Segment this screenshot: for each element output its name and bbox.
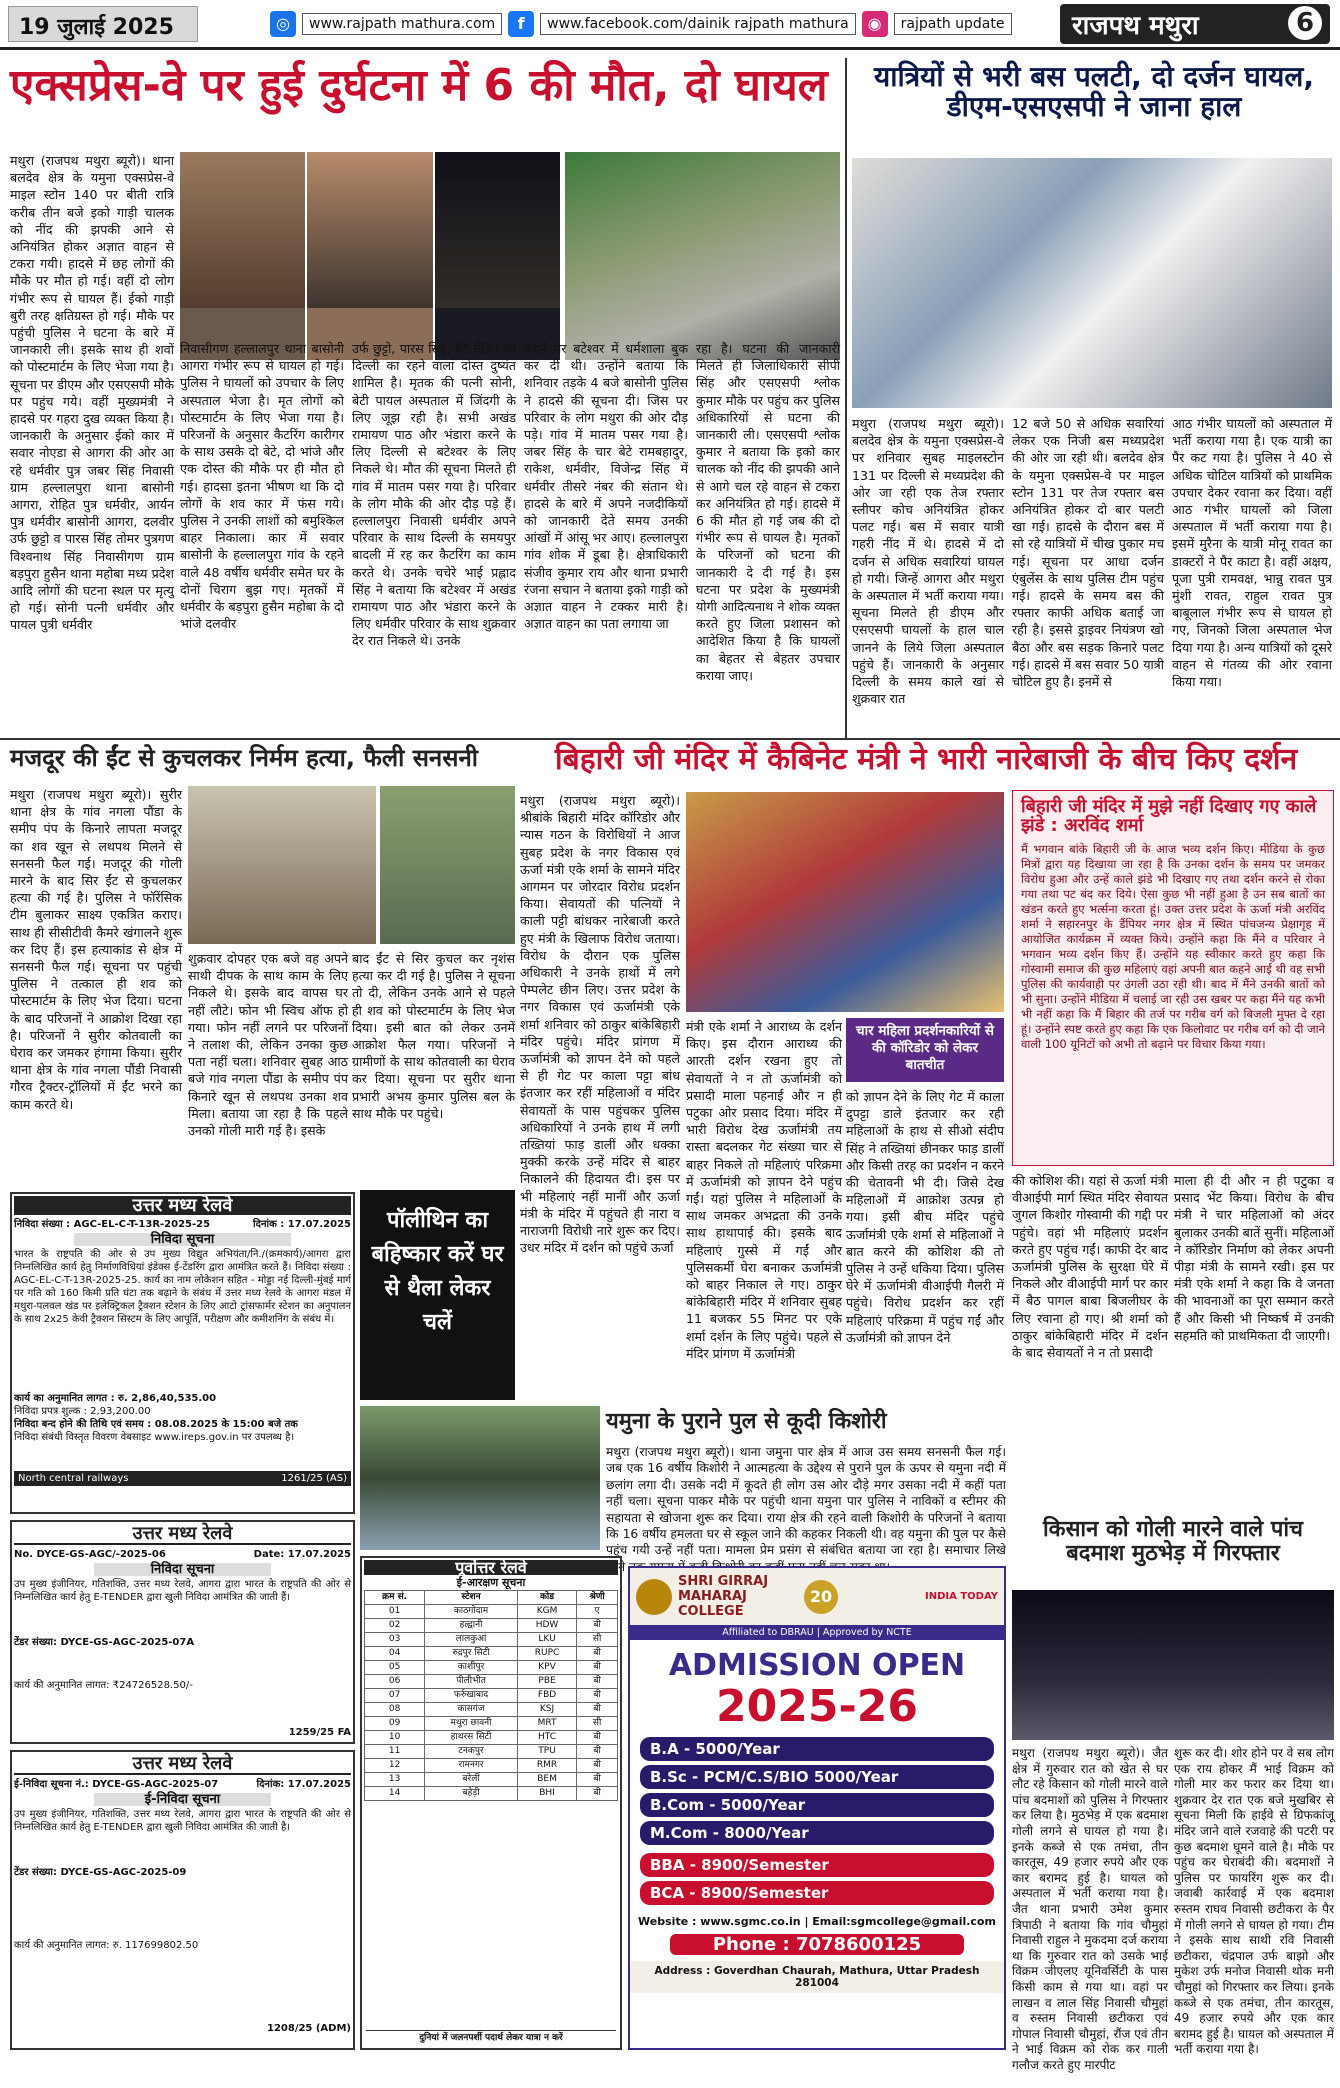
story1-officials-photo bbox=[565, 152, 840, 360]
table-row bbox=[365, 1689, 618, 1703]
station-table bbox=[364, 1590, 618, 1801]
story2-col1: मथुरा (राजपथ मथुरा ब्यूरो)। बलदेव क्षेत्र के यमुना एक्सप्रेस-वे पर शनिवार सुबह माइलस्टोन 131 पर दिल्ली से मध्यप्रदेश की ओर जा रही एक तेज रफ्तार स्लीपर कोच अनियंत्रित होकर पलट गई। बस में सवार यात्री गहरी नींद में थे। हादसे में दो दर्जन से अधिक सवारियां घायल हो गयी। जिन्हें आगरा और मथुरा के अस्पताल में भर्ती कराया गया। सूचना मिलते ही डीएम और एसएसपी घायलों के हाल चाल जानने के लिये जिला अस्पताल पहुंचे हैं। जानकारी के अनुसार दिल्ली के समय काले खां से शुक्रवार रात bbox=[852, 416, 1004, 707]
story4-col3: को ज्ञापन देने के लिए गेट में काला दुपट्टा डाले इंतजार कर रही महिलाओं के हाथ से सीओ संदीप सिंह ने तख्तियां छीनकर फाड़ डालीं और किसी तरह का प्रदर्शन न करने की चेतावनी भी दी। जिसे देख महिलाओं में आक्रोश उत्पन्न हो गया। इसी बीच मंदिर पहुंचे ऊर्जामंत्री एके शर्मा से महिलाओं ने बात करने की कोशिश की तो पुलिस ने उन्हें धकिया दिया। पुलिस घेरे में ऊर्जामंत्री वीआईपी गैलरी में पहुंचे। विरोध प्रदर्शन कर रहीं महिलाएं परिक्रमा में पहुंच गईं और ऊर्जामंत्री को ज्ञापन देने bbox=[846, 1089, 1004, 1345]
college-name: SHRI GIRRAJ MAHARAJ COLLEGE bbox=[678, 1574, 769, 1619]
rail3-cost: कार्य की अनुमानित लागत: रु. 117699802.50 bbox=[14, 1940, 199, 1951]
rail1-closing: निविदा बन्द होने की तिथि एवं समय : 08.08.2025 के 15:00 बजे तक bbox=[14, 1419, 298, 1430]
story7-col1: मथुरा (राजपथ मथुरा ब्यूरो)। जैत क्षेत्र में गुरुवार रात को खेत से घर लौट रहे किसान को गोली मारने वाले पांच बदमाशों को पुलिस ने गिरफ्तार कर लिया है। मुठभेड़ में एक बदमाश गोली लगने से घायल हो गया है। इनके कब्जे से एक तमंचा, तीन कारतूस, 49 हजार रुपये और एक कार बरामद हुई है। घायल को अस्पताल में भर्ती कराया गया है। जैत थाना प्रभारी उमेश कुमार त्रिपाठी ने बताया कि गांव चौमुहां निवासी राहुल ने मुकदमा दर्ज कराया था कि गुरुवार रात को उसके भाई विक्रम जीएलए यूनिवर्सिटी के पास किसी काम से गया था। वहां पर लाखन व लाल सिंह निवासी चौमुहां व रुस्तम निवासी छटीकरा एवं गोपाल निवासी चौमुहां, रौंज एवं तीन ने भाई विक्रम को रोक कर गाली गलौज करते हुए मारपीट bbox=[1012, 1746, 1168, 2072]
table-cell: सी bbox=[577, 1633, 618, 1647]
table-cell: हाथरस सिटी bbox=[425, 1731, 518, 1745]
admission-year: 2025-26 bbox=[716, 1681, 918, 1732]
table-cell: 06 bbox=[365, 1675, 425, 1689]
table-cell: बी bbox=[577, 1689, 618, 1703]
table-cell: RMR bbox=[517, 1759, 576, 1773]
issue-date: 19 जुलाई 2025 bbox=[8, 6, 198, 42]
rail3-tender: टेंडर संख्या: DYCE-GS-AGC-2025-09 bbox=[14, 1867, 187, 1878]
story5-col2: की कोशिश की। यहां से ऊर्जा मंत्री वीआईपी मार्ग स्थित मंदिर सेवायत जुगल किशोर गोस्वामी की गद्दी पर पहुंचे। वहां भी महिलाएं प्रदर्शन करते हुए पहुंच गईं। काफी देर बाद ऊर्जामंत्री पुलिस के सुरक्षा घेरे में निकले और वीआईपी मार्ग पर कार में बैठ पागल बाबा बिजलीघर के लिए रवाना हो गए। श्री शर्मा को ठाकुर बांकेबिहारी मंदिर में दर्शन के बाद सेवायतों ने न तो प्रसादी bbox=[1012, 1173, 1168, 1361]
table-cell: टनकपुर bbox=[425, 1745, 518, 1759]
rail3-date: दिनांक: 17.07.2025 bbox=[256, 1779, 351, 1790]
table-cell: HDW bbox=[517, 1619, 576, 1633]
story6-text: मथुरा (राजपथ मथुरा ब्यूरो)। थाना जमुना पार क्षेत्र में आज उस समय सनसनी फैल गई। जब एक 16 वर्षीय किशोरी ने आत्महत्या के उद्देश्य से पुराने पुल के ऊपर से यमुना नदी में छलांग लगा दी। उसके नदी में कूदते ही लोग उस ओर दौड़े मगर उसका नदी में कहीं पता नहीं चला। सूचना पाकर मौके पर पहुंची थाना यमुना पार पुलिस ने नाविकों व स्टीमर की सहायता से खोजना शुरू कर दिया। राया क्षेत्र की रहने वाली किशोरी के परिजनों ने बताया कि 16 वर्षीय हमलता घर से स्कूल जाने की कहकर निकली थी। वह यमुना की पुल पर कैसे पहुंच गयी उन्हें नहीं पता। मामला प्रेम प्रसंग से संबंधित बताया जा रहा है। समाचार लिखे bbox=[606, 1445, 1006, 1558]
table-row bbox=[365, 1759, 618, 1773]
brand-name: राजपथ मथुरा bbox=[1072, 11, 1199, 41]
table-cell: बी bbox=[577, 1647, 618, 1661]
story5-headline: बिहारी जी मंदिर में मुझे नहीं दिखाए गए काले झंडे : अरविंद शर्मा bbox=[1021, 796, 1317, 837]
purvottar-title: पूर्वोत्तर रेलवे bbox=[364, 1560, 618, 1575]
college-ad bbox=[628, 1566, 1006, 2050]
rail3-code: 1208/25 (ADM) bbox=[266, 2023, 351, 2034]
story4-headline: बिहारी जी मंदिर में कैबिनेट मंत्री ने भारी नारेबाजी के बीच किए दर्शन bbox=[554, 742, 1298, 777]
rail2-ref: No. DYCE-GS-AGC/-2025-06 bbox=[14, 1549, 166, 1560]
table-cell: बी bbox=[577, 1745, 618, 1759]
purvottar-footer: दुनियां में जलनपर्शी पदार्थ लेकर यात्रा न करें bbox=[366, 2030, 616, 2044]
table-row bbox=[365, 1675, 618, 1689]
course-list bbox=[640, 1737, 994, 1905]
media-badge: INDIA TODAY bbox=[925, 1591, 998, 1602]
table-cell: बी bbox=[577, 1731, 618, 1745]
story1-col1: मथुरा (राजपथ मथुरा ब्यूरो)। थाना बलदेव क्षेत्र के यमुना एक्सप्रेस-वे माइल स्टोन 140 पर बीती रात्रि करीब तीन बजे इको गाड़ी चालक को नींद की झपकी आने से अनियंत्रित होकर अज्ञात वाहन से टकरा गयी। हादसे में छह लोगों की मौके पर मौत हो गई। वहीं दो लोग गंभीर रूप से घायल हैं। ईको गाड़ी बुरी तरह क्षतिग्रस्त हो गई। मौके पर पहुंची पुलिस ने घटना के बारे में जानकारी ली। इसके साथ ही शवों को पोस्टमार्टम के लिए भेजा गया है। सूचना पर डीएम और एसएसपी मौके पर पहुंच गये। वहीं मुख्यमंत्री ने हादसे पर गहरा दुख व्यक्त किया है। जानकारी के अनुसार ईको कार में सवार नोएडा से आगरा की ओर आ रहे धर्मवीर पुत्र जबर सिंह निवासी ग्राम हल्लालपुरा थाना बासोनी आगरा, रोहित पुत्र धर्मवीर, आर्यन पुत्र धर्मवीर बासोनी आगरा, दलवीर उर्फ छुट्टो व पारस सिंह तोमर पुत्रगण विश्वनाथ सिंह निवासीगण ग्राम बड़पुरा हुसैन थाना महोबा मध्य प्रदेश आदि लोगों की घटना स्थल पर मृत्यु हो गई। सोनी पत्नी धर्मवीर और पायल पुत्री धर्मवीर bbox=[10, 153, 174, 633]
table-cell: 02 bbox=[365, 1619, 425, 1633]
rail-ad-3 bbox=[10, 1750, 355, 2050]
course-item: B.A - 5000/Year bbox=[640, 1737, 994, 1761]
facebook-link[interactable]: www.facebook.com/dainik rajpath mathura bbox=[540, 13, 856, 35]
globe-icon: ◎ bbox=[270, 11, 296, 37]
story1-victim-photos bbox=[180, 152, 560, 328]
table-cell: बी bbox=[577, 1661, 618, 1675]
story3-col1: मथुरा (राजपथ मथुरा ब्यूरो)। सुरीर थाना क्षेत्र के गांव नगला पौंडा के समीप पंप के किनारे लापता मजदूर का शव खून से लथपथ मिलने से सनसनी फैल गई। मजदूर की गोली मारने के बाद सिर ईंट से कुचलकर हत्या की गई है। पुलिस ने फॉरेंसिक टीम बुलाकर साक्ष्य एकत्रित कराए। साथ ही सीसीटीवी कैमरे खंगालने शुरू कर दिए हैं। इस हत्याकांड से क्षेत्र में सनसनी फैल गई। सूचना पर पहुंची पुलिस ने तत्काल ही शव को पोस्टमार्टम के लिए भेज दिया। घटना के बाद परिजनों ने आक्रोश दिखा रहा है। परिजनों ने सुरीर कोतवाली का घेराव कर जमकर हंगामा किया। सुरीर थाना क्षेत्र के गांव नगला पौंडी निवासी गौरव ट्रैक्टर-ट्रॉलियों में ईंट भरने का काम करते थे। bbox=[10, 787, 182, 1112]
admission-heading: ADMISSION OPEN bbox=[668, 1648, 966, 1683]
table-cell: 12 bbox=[365, 1759, 425, 1773]
col-header: स्टेशन bbox=[425, 1591, 518, 1605]
college-affil: Affiliated to DBRAU | Approved by NCTE bbox=[630, 1625, 1004, 1640]
page-number: 6 bbox=[1288, 6, 1322, 40]
table-cell: बी bbox=[577, 1703, 618, 1717]
table-cell: 11 bbox=[365, 1745, 425, 1759]
rail1-deposit: निविदा प्रपत्र शुल्क : 2,93,200.00 bbox=[14, 1406, 151, 1417]
instagram-link[interactable]: rajpath update bbox=[894, 13, 1012, 35]
rail1-code: 1261/25 (AS) bbox=[281, 1473, 347, 1484]
masthead bbox=[0, 0, 1340, 50]
story2-hospital-photo bbox=[852, 158, 1332, 408]
story5-box bbox=[1012, 790, 1334, 1166]
table-cell: FBD bbox=[517, 1689, 576, 1703]
story3-headline: मजदूर की ईंट से कुचलकर निर्मम हत्या, फैली सनसनी bbox=[10, 744, 478, 772]
story1-headline: एक्सप्रेस-वे पर हुई दुर्घटना में 6 की मौत, दो घायल bbox=[10, 60, 828, 111]
table-cell: 08 bbox=[365, 1703, 425, 1717]
rail2-date: Date: 17.07.2025 bbox=[253, 1549, 351, 1560]
col-header: कोड bbox=[517, 1591, 576, 1605]
rail1-footer: निविदा संबंधी विस्तृत विवरण वेबसाइट www.ireps.gov.in पर उपलब्ध है। bbox=[14, 1432, 295, 1443]
story6-headline: यमुना के पुराने पुल से कूदी किशोरी bbox=[606, 1409, 887, 1434]
semester-item: BBA - 8900/Semester bbox=[640, 1853, 994, 1877]
table-cell: BHI bbox=[517, 1787, 576, 1801]
table-row bbox=[365, 1773, 618, 1787]
table-row bbox=[365, 1703, 618, 1717]
story3-victim-photo bbox=[188, 786, 376, 944]
college-address: Address : Goverdhan Chaurah, Mathura, Uttar Pradesh 281004 bbox=[630, 1961, 1004, 1993]
column-divider bbox=[845, 58, 847, 738]
table-header-row bbox=[365, 1591, 618, 1605]
table-cell: 10 bbox=[365, 1731, 425, 1745]
table-cell: फर्रुखाबाद bbox=[425, 1689, 518, 1703]
table-row bbox=[365, 1633, 618, 1647]
table-cell: KSJ bbox=[517, 1703, 576, 1717]
table-row bbox=[365, 1647, 618, 1661]
story3-col2: शुक्रवार दोपहर एक बजे वह अपने साथी दीपक के साथ काम के लिए निकले थे। इसके बाद वापस घर नहीं लौटे। फोन भी स्विच ऑफ हो गया। फोन नहीं लगने पर परिजनों ने तलाश की, लेकिन उनका कुछ पता नहीं चला। शनिवार सुबह आठ बजे गांव नगला पौंडा के समीप पंप किनारे खून से लथपथ उनका शव मिला। बताया जा रहा है कि पहले उनको गोली मारी गई है। इसके bbox=[188, 951, 348, 1139]
rail1-sites: North central railways bbox=[18, 1473, 129, 1484]
table-cell: LKU bbox=[517, 1633, 576, 1647]
web-links bbox=[270, 10, 1012, 38]
table-cell: PBE bbox=[517, 1675, 576, 1689]
table-cell: KPV bbox=[517, 1661, 576, 1675]
table-cell: 13 bbox=[365, 1773, 425, 1787]
rail-ad-1 bbox=[10, 1192, 355, 1514]
table-cell: HTC bbox=[517, 1731, 576, 1745]
rail3-title: उत्तर मध्य रेलवे bbox=[14, 1754, 351, 1775]
story3-crowd-photo bbox=[380, 786, 515, 944]
table-cell: 05 bbox=[365, 1661, 425, 1675]
purvottar-ad bbox=[360, 1556, 622, 2050]
table-cell: कासगंज bbox=[425, 1703, 518, 1717]
table-cell: रामनगर bbox=[425, 1759, 518, 1773]
story2-col3: आठ गंभीर घायलों को अस्पताल में भर्ती कराया गया है। एक यात्री का पैर कट गया है। पुलिस ने 40 से अधिक चोटिल यात्रियों को प्राथमिक उपचार देकर रवाना कर दिया। वहीं आठ गंभीर घायलों को जिला अस्पताल में भर्ती कराया गया है। इसमें मुरैना के यात्री मोनू रावत का डाक्टरों ने पैर काटा है। वहीं अक्षय, पूजा पुत्री रामवक्ष, भान्नु रावत पुत्र मुंशी रावत, राहुल रावत पुत्र बाबूलाल गंभीर रूप से घायल हो गए, जिनको जिला अस्पताल भेज दिया गया है। अन्य यात्रियों को दूसरे वाहन से गंतव्य की ओर रवाना किया गया। bbox=[1172, 416, 1332, 690]
facebook-icon: f bbox=[508, 11, 534, 37]
col-header: श्रेणी bbox=[577, 1591, 618, 1605]
table-row bbox=[365, 1745, 618, 1759]
story1-col4: कहने पर बटेश्वर में धर्मशाला बुक कर दी थी। उन्होंने बताया कि शनिवार तड़के 4 बजे बासोनी पुलिस ने हादसे की सूचना दी। जिस पर परिवार के लोग मथुरा की ओर दौड़ पड़े। गांव में मातम पसर गया है। जबर सिंह के चार बेटे रामबहादुर, राकेश, धर्मवीर, विजेन्द्र सिंह में धर्मवीर तीसरे नंबर की संतान थे। हादसे के बारे में अपने नजदीकियों को जानकारी देते समय उनकी आंखों में आंसू भर आए। हल्लालपुरा गांव शोक में डूबा है। क्षेत्राधिकारी संजीव कुमार राय और थाना प्रभारी रंजना सचान ने बताया इको गाड़ी को अज्ञात वाहन ने टक्कर मारी है। अज्ञात वाहन का पता लगाया जा bbox=[524, 341, 688, 632]
rail1-cost: कार्य का अनुमानित लागत : रु. 2,86,40,535.00 bbox=[14, 1393, 217, 1404]
story3-col3: बाद ईंट से सिर कुचल कर नृशंस हत्या कर दी गई है। पुलिस ने सूचना तो दी, लेकिन उनके आने से पहले ही शव को पोस्टमार्टम के लिए भेज दिया। इसी बात को लेकर उनमें आक्रोश फैल गया। परिजनों ने ग्रामीणों के साथ कोतवाली का घेराव कर दिया। सूचना पर सुरीर थाना प्रभारी अभय कुमार पुलिस बल के साथ मौके पर पहुंचे। bbox=[352, 951, 515, 1121]
rail1-sub: निविदा सूचना bbox=[74, 1233, 291, 1246]
story1-col3: उर्फ छुट्टो, पारस सिंह, बेटे रोहित का दिल्ली का रहने वाला दोस्त दुष्यंत शामिल है। मृतक की पत्नी सोनी, बेटी पायल अस्पताल में जिंदगी के लिए जूझ रही है। सभी अखंड रामायण पाठ और भंडारा करने के लिए दिल्ली से बटेश्वर के लिए निकले थे। मौत की सूचना मिलते ही गांव में मातम पसर गया है। परिवार के लोग मौके की ओर दौड़ पड़े हैं। हल्लालपुरा निवासी धर्मवीर अपने परिवार के साथ दिल्ली के समयपुर बादली में रह कर कैटरिंग का काम करते थे। उनके चचेरे भाई प्रह्लाद सिंह ने बताया कि बटेश्वर में अखंड रामायण पाठ और भंडारा करने के लिए धर्मवीर परिवार के साथ शुक्रवार देर रात निकले थे। उनके bbox=[352, 341, 516, 649]
table-cell: 14 bbox=[365, 1787, 425, 1801]
story7-col2: शुरू कर दी। शोर होने पर वे सब लोग एक राय होकर मैं भाई विक्रम को गोली मार कर फरार कर दिया था। शुक्रवार देर रात एक बजे मुखबिर से सूचना मिली कि हाईवे से ग्रिफकांजू मंदिर जाने वाले रजवाहे की पटरी पर कुछ बदमाश घूमने वाले है। मौके पर पहुंच कर घेराबंदी की। बदमाशों ने पुलिस पर फायरिंग शुरू कर दी। जवाबी कार्रवाई में एक बदमाश रुस्तम राघव निवासी छटीकरा के पैर में गोली लगने से घायल हो गया। टीम ने इसके साथ साथी रवि निवासी छटीकरा, चंद्रपाल उर्फ बाझो और मुकेश उर्फ मनोज निवासी थोक मनी चौमुहां को गिरफ्तार कर लिया। इनके कब्जे से एक तमंचा, तीन कारतूस, 49 हजार रुपये और एक कार बरामद हुई है। घायल को अस्पताल में भर्ती कराया गया है। bbox=[1174, 1746, 1334, 2057]
rail2-tender: टेंडर संख्या: DYCE-GS-AGC-2025-07A bbox=[14, 1637, 195, 1648]
table-cell: बी bbox=[577, 1759, 618, 1773]
table-cell: बी bbox=[577, 1619, 618, 1633]
col-header: क्रम सं. bbox=[365, 1591, 425, 1605]
brand-logo bbox=[1060, 4, 1330, 44]
table-cell: MRT bbox=[517, 1717, 576, 1731]
table-cell: बरेली bbox=[425, 1773, 518, 1787]
rail1-body: भारत के राष्ट्रपति की ओर से उप मुख्य विद्युत अभियंता/नि./(क्रमकार्य)/आगरा द्वारा निम्नलिखित कार्य हेतु निर्माणविधियां इंडेक्स ई-टेंडरिंग द्वारा आमंत्रित करते हैं। निविदा संख्या : AGC-EL-C-T-13R-2025-25. कार्य का नाम लोकेशन सहित - मोड्डा नई दिल्ली-मुंबई मार्ग पर गति को 160 किमी प्रति घंटा तक बढ़ाने के संबंध में उत्तर मध्य रेलवे के आगरा मंडल में मथुरा-पलवल खंड पर इलेक्ट्रिकल ट्रैक्शन स्टेशन के लिए आटो ट्रांसफार्मर स्टेशन का अनुपालन के साथ 2x25 केवी ट्रैक्शन सिस्टम के लिए आपूर्ति, परीक्षण और कमीशनिंग के संबंध में। bbox=[14, 1249, 351, 1325]
polythene-box: पॉलीथिन का बहिष्कार करें घर से थैला लेकर चलें bbox=[360, 1190, 515, 1400]
course-item: B.Sc - PCM/C.S/BIO 5000/Year bbox=[640, 1765, 994, 1789]
table-cell: बहेड़ी bbox=[425, 1787, 518, 1801]
rail3-ref: ई-निविदा सूचना नं.: DYCE-GS-AGC-2025-07 bbox=[14, 1779, 219, 1790]
section-divider bbox=[0, 738, 1340, 740]
rail3-sub: ई-निविदा सूचना bbox=[94, 1793, 271, 1806]
purvottar-sub: ई-आरक्षण सूचना bbox=[456, 1576, 526, 1589]
rail2-body: उप मुख्य इंजीनियर, गतिशक्ति, उत्तर मध्य रेलवे, आगरा द्वारा भारत के राष्ट्रपति की ओर से निम्नलिखित कार्य हेतु E-TENDER द्वारा खुली निविदा आमंत्रित की जाती हैं। bbox=[14, 1579, 351, 1603]
table-cell: पीलीभीत bbox=[425, 1675, 518, 1689]
college-website[interactable]: Website : www.sgmc.co.in | Email:sgmcollege@gmail.com bbox=[638, 1915, 996, 1928]
rail1-ref: निविदा संख्या : AGC-EL-C-T-13R-2025-25 bbox=[14, 1219, 211, 1230]
table-cell: रुद्रपुर सिटी bbox=[425, 1647, 518, 1661]
table-cell: सी bbox=[577, 1717, 618, 1731]
table-row bbox=[365, 1731, 618, 1745]
course-item: B.Com - 5000/Year bbox=[640, 1793, 994, 1817]
table-cell: बी bbox=[577, 1787, 618, 1801]
table-cell: हल्द्वानी bbox=[425, 1619, 518, 1633]
story4-box-title: चार महिला प्रदर्शनकारियों से की कॉरिडोर को लेकर बातचीत bbox=[846, 1018, 1004, 1082]
table-cell: 04 bbox=[365, 1647, 425, 1661]
story2-headline: यात्रियों से भरी बस पलटी, दो दर्जन घायल, डीएम-एसएसपी ने जाना हाल bbox=[873, 60, 1314, 124]
table-row bbox=[365, 1605, 618, 1619]
rail2-sub: निविदा सूचना bbox=[94, 1563, 271, 1576]
table-cell: काशीपुर bbox=[425, 1661, 518, 1675]
rail1-date: दिनांक : 17.07.2025 bbox=[253, 1219, 351, 1230]
instagram-icon: ◉ bbox=[862, 11, 888, 37]
table-cell: बी bbox=[577, 1675, 618, 1689]
table-row bbox=[365, 1717, 618, 1731]
table-cell: 03 bbox=[365, 1633, 425, 1647]
table-cell: 01 bbox=[365, 1605, 425, 1619]
story5-col1: मैं भगवान बांके बिहारी जी के आज भव्य दर्शन किए। मीडिया के कुछ मित्रों द्वारा यह दिखाया जा रहा है कि उनका दर्शन के समय पर जमकर विरोध हुआ और उन्हें काले झंडे भी दिखाए गए तथा दर्शन करने से रोका गया तथा पट बंद कर दिये। ऐसा कुछ भी नहीं हुआ है उन सब बातों का खंडन करते हुए भर्त्सना करता हूं। उक्त उत्तर प्रदेश के ऊर्जा मंत्री अरविंद शर्मा ने सहारनपुर के डैंपियर नगर क्षेत्र में स्थित पांचजन्य प्रेक्षागृह में आयोजित कार्यक्रम में व्यक्त किये। उन्होंने कहा कि मैंने व परिवार ने भगवान भव्य दर्शन किए हैं। उन्होंने यह स्वीकार करते हुए कहा कि गोस्वामी समाज की कुछ महिलाएं वहां अपनी बात कहने आई थी वह सभी पुलिस की कार्यवाही पर उंगली उठा रही थी। बाद में मैंने उनकी बातों को भी सुना। उन्होंने मीडिया में चलाई जा रही उस खबर पर कहा मैंने यह कभी भी नहीं कहा कि मैं बिहार की तर्ज पर गरीब वर्ग को बिजली मुफ्त दे रहा हूं। उन्होंने स्पष्ट करते हुए कहा कि एक किलोवाट पर गरीब वर्ग को दी जाने वाली 100 यूनिटों को अभी तो बढ़ाने पर विचार किया गया। bbox=[1021, 841, 1325, 1051]
college-phone[interactable]: Phone : 7078600125 bbox=[670, 1934, 964, 1955]
table-cell: 09 bbox=[365, 1717, 425, 1731]
story4-col1: मथुरा (राजपथ मथुरा ब्यूरो)। श्रीबांके बिहारी मंदिर कॉरिडोर और न्यास गठन के विरोधियों ने आज सुबह प्रदेश के नगर विकास एवं ऊर्जा मंत्री एके शर्मा के सामने मंदिर आगमन पर जोरदार विरोध प्रदर्शन किया। सेवायतों की पत्नियों ने काली पट्टी बांधकर नारेबाजी करते हुए मंत्री के खिलाफ विरोध जताया। विरोध के दौरान एक पुलिस अधिकारी ने उनके हाथों में लगे पेम्पलेट छीन लिए। उत्तर प्रदेश के नगर विकास एवं ऊर्जामंत्री एके शर्मा शनिवार को ठाकुर बांकेबिहारी मंदिर पहुंचे। मंदिर प्रांगण में ऊर्जामंत्री को ज्ञापन देने को पहले से ही गेट पर काला पट्टा बांध इंतजार कर रहीं महिलाओं व मंदिर सेवायतों के पास पहुंचकर पुलिस अधिकारियों ने उनके हाथ में लगी तख्तियां फाड़ डालीं और धक्का मुक्की करके उन्हें मंदिर से बाहर निकालने की हिदायत दी। इस पर भी महिलाएं नहीं मानीं और ऊर्जा मंत्री के मंदिर में पहुंचते ही नारा व नाराजगी विरोधी नारे शुरू कर दिए। उधर मंदिर में दर्शन को पहुंचे ऊर्जा bbox=[520, 793, 680, 1256]
story7-headline: किसान को गोली मारने वाले पांच बदमाश मुठभेड़ में गिरफ्तार bbox=[1042, 1517, 1304, 1566]
table-row bbox=[365, 1619, 618, 1633]
table-cell: लालकुआं bbox=[425, 1633, 518, 1647]
table-cell: TPU bbox=[517, 1745, 576, 1759]
table-cell: BEM bbox=[517, 1773, 576, 1787]
rail3-body: उप मुख्य इंजीनियर, गतिशक्ति, उत्तर मध्य रेलवे, आगरा द्वारा भारत के राष्ट्रपति की ओर से निम्नलिखित कार्य हेतु E-TENDER द्वारा खुली निविदा आमंत्रित की जाती है। bbox=[14, 1809, 351, 1833]
table-cell: RUPC bbox=[517, 1647, 576, 1661]
semester-item: BCA - 8900/Semester bbox=[640, 1881, 994, 1905]
story1-col5: रहा है। घटना की जानकारी मिलते ही जिलाधिकारी सीपी सिंह और एसएसपी श्लोक कुमार मौके पर पहुंच कर पुलिस अधिकारियों से घटना की जानकारी ली। एसएसपी श्लोक कुमार ने बताया कि इको कार चालक को नींद की झपकी आने से आगे चल रहे वाहन से टकरा कर अनियंत्रित हो गई। हादसे में 6 की मौत हो गई जब की दो गंभीर रूप से घायल है। मृतकों के परिजनों को घटना की जानकारी दे दी गई है। इस घटना पर प्रदेश के मुख्यमंत्री योगी आदित्यनाथ ने शोक व्यक्त करते हुए जिला प्रशासन को आदेशित किया है कि घायलों का बेहतर से बेहतर उपचार कराया जाए। bbox=[696, 341, 840, 683]
rail2-code: 1259/25 FA bbox=[288, 1727, 351, 1738]
rail2-title: उत्तर मध्य रेलवे bbox=[14, 1524, 351, 1545]
rail2-cost: कार्य की अनुमानित लागत: ₹24726528.50/- bbox=[14, 1680, 193, 1691]
story4-protest-photo bbox=[686, 792, 1004, 1012]
rail1-title: उत्तर मध्य रेलवे bbox=[14, 1196, 351, 1215]
table-cell: काठगोदाम bbox=[425, 1605, 518, 1619]
anniversary-badge: 20 bbox=[804, 1580, 838, 1614]
table-row bbox=[365, 1787, 618, 1801]
college-logo-icon bbox=[636, 1579, 672, 1615]
table-cell: मथुरा छावनी bbox=[425, 1717, 518, 1731]
course-item: M.Com - 8000/Year bbox=[640, 1821, 994, 1845]
story5-col3: माला ही दी और न ही पटुका व प्रसाद भेंट किया। विरोध के बीच मंत्री ने चार महिलाओं को अंदर बुलाकर उनकी बातें सुनीं। महिलाओं ने कॉरिडोर निर्माण को लेकर अपनी पीड़ा मंत्री के सामने रखी। इस पर मंत्री एके शर्मा ने कहा कि वे जनता की भावनाओं का पूरा सम्मान करते हैं और किसी भी निष्कर्ष में उनकी सहमति को प्राथमिकता दी जाएगी। bbox=[1174, 1173, 1334, 1343]
table-cell: KGM bbox=[517, 1605, 576, 1619]
rail-ad-2 bbox=[10, 1520, 355, 1744]
story4-col2: मंत्री एके शर्मा ने आराध्य के दर्शन किए। इस दौरान आराध्य की आरती दर्शन रखना हुए तो सेवायतों ने न तो ऊर्जामंत्री को प्रसादी माला पहनाई और न ही पटुका ओर प्रसाद दिया। मंदिर में भारी विरोध देख ऊर्जामंत्री तय रास्ता बदलकर गेट संख्या चार से बाहर निकले तो महिलाएं परिक्रमा में ऊर्जामंत्री को ज्ञापन देने पहुंच गईं। यहां पुलिस ने महिलाओं के साथ जमकर अभद्रता की उनके साथ हाथापाई की। इसके बाद महिलाएं गुस्से में गईं और पुलिसकर्मी घेरा बनाकर ऊर्जामंत्री को बाहर निकाल ले गए। ठाकुर बांकेबिहारी मंदिर में शनिवार सुबह 11 बजकर 55 मिनट पर एके शर्मा दर्शन के लिए पहुंचे। पहले से मंदिर प्रांगण में ऊर्जामंत्री bbox=[686, 1019, 842, 1361]
story7-arrest-photo bbox=[1012, 1590, 1334, 1740]
story6-river-photo bbox=[360, 1406, 600, 1550]
table-cell: बी bbox=[577, 1773, 618, 1787]
table-cell: ए bbox=[577, 1605, 618, 1619]
story1-col2: निवासीगण हल्लालपुर थाना बासोनी आगरा गंभीर रूप से घायल हो गई। पुलिस ने घायलों को उपचार के लिए अस्पताल भेजा है। मृत लोगों को पोस्टमार्टम के लिए भेजा गया है। परिजनों के अनुसार कैटरिंग कारीगर के साथ उसके दो बेटे, दो भांजे और एक दोस्त की मौके पर ही मौत हो गई। हादसा इतना भीषण था कि दो लोगों के शव कार में फंस गये। पुलिस ने उनकी लाशों को बमुश्किल बाहर निकाला। कार में सवार बासोनी के हल्लालपुरा गांव के रहने वाले 48 वर्षीय धर्मवीर समेत घर के दोनों चिराग बुझ गए। मृतकों में धर्मवीर के बड़पुरा हुसैन महोबा के दो भांजे दलवीर bbox=[180, 341, 344, 632]
website-link[interactable]: www.rajpath mathura.com bbox=[302, 13, 502, 35]
story2-col2: 12 बजे 50 से अधिक सवारियां लेकर एक निजी बस मध्यप्रदेश की ओर जा रही थी। बलदेव क्षेत्र के यमुना एक्सप्रेस-वे पर माइल स्टोन 131 पर तेज रफ्तार बस अनियंत्रित होकर दो बार पलटी खा गई। हादसे के दौरान बस में सो रहे यात्रियों में चीख पुकार मच गई। सूचना पर आधा दर्जन एंबुलेंस के साथ पुलिस टीम पहुंच गई। हादसे के समय बस की रफ्तार काफी अधिक बताई जा रही है। इससे ड्राइवर नियंत्रण खो बैठा और बस सड़क किनारे पलट गई। हादसे में बस सवार 50 यात्री चोटिल हुए है। इनमें से bbox=[1012, 416, 1164, 690]
table-row bbox=[365, 1661, 618, 1675]
table-cell: 07 bbox=[365, 1689, 425, 1703]
